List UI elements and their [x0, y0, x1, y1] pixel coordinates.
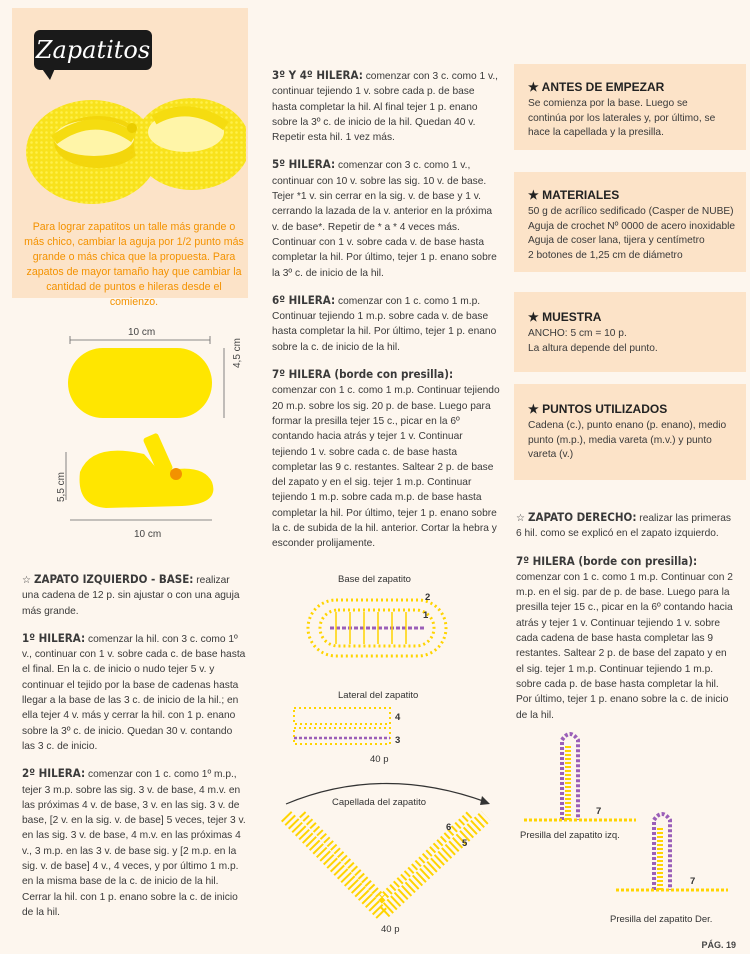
antes-text: Se comienza por la base. Luego se continúa por los laterales y, por último, se hace la capellada y la presilla.	[528, 98, 716, 138]
row2-heading: 2º HILERA:	[22, 766, 86, 781]
star-outline-icon: ☆	[22, 575, 32, 586]
row1-heading: 1º HILERA:	[22, 630, 86, 645]
muestra-line: ANCHO: 5 cm = 10 p.	[528, 328, 627, 339]
materiales-box	[514, 172, 746, 272]
base-heading: ZAPATO IZQUIERDO - BASE:	[33, 572, 194, 586]
materiales-line: 2 botones de 1,25 cm de diámetro	[528, 249, 683, 261]
materiales-line: 50 g de acrílico sedificado (Casper de NUBE)	[528, 206, 734, 217]
materiales-title: MATERIALES	[542, 188, 620, 202]
sole-shape	[68, 348, 212, 418]
shoe-width-label: 10 cm	[134, 529, 162, 540]
row1-text: comenzar la hil. con 3 c. como 1º v., continuar con 1 v. sobre cada c. de base hasta el final. En la c. de inicio o nudo tejer 5 v. y continuar el tejido por la base de cadenas hasta llegar a la base de las 3 c. de inicio de la hil.; en ella tejer 4 v. más y cerrar la hil. con 1 p. enano sobre la 3º c. de inicio. Quedan 30 v. contando las 3 c. de inicio.	[22, 633, 246, 752]
shoe-height-label: 5,5 cm	[56, 471, 67, 502]
puntos-title-row	[528, 402, 746, 416]
base-row1-label: 1	[423, 610, 429, 621]
row6-heading: 6º HILERA:	[272, 292, 336, 307]
materiales-line: Aguja de crochet Nº 0000 de acero inoxidable	[528, 220, 736, 232]
derecho-paragraph	[516, 510, 734, 542]
row34-paragraph	[272, 68, 500, 145]
row1-paragraph	[22, 631, 246, 754]
muestra-line: La altura depende del punto.	[528, 342, 658, 354]
slippers-photo	[14, 80, 246, 218]
sole-height-label: 4,5 cm	[232, 337, 243, 368]
row6-text: comenzar con 1 c. como 1 m.p. Continuar tejiendo 1 m.p. sobre cada v. de base hasta completar la hil. Por último, tejer 1 p. enano sobre la c. de inicio de la hil.	[272, 295, 497, 353]
row6-paragraph	[272, 293, 500, 355]
capellada-count-label: 40 p	[381, 924, 400, 935]
capellada-row6-label: 6	[446, 822, 452, 833]
page-title: Zapatitos	[34, 30, 152, 70]
presilla-izq-row-label: 7	[596, 806, 602, 817]
base-diagram	[290, 588, 460, 668]
presilla-izq-label: Presilla del zapatito izq.	[520, 830, 620, 841]
row7-text: comenzar con 1 c. como 1 m.p. Continuar tejiendo 20 m.p. sobre los sig. 20 p. de base. Luego para formar la presilla tejer 15 c., picar en la 6º contando hacia atrás y tejer 1 v. Continuar tejiendo 1 v. sobre cada c. de base hasta completar las 9 c. restantes. Saltear 2 p. de base del zapato y en el sig. tejer 1 m.p. Continuar tejiendo 1 m.p. sobre cada m.p. de base hasta completar la hil. Por último, tejer 1 p. enano sobre la c. de subida de la hil. anterior. Cortar la hebra y esconder prolijamente.	[272, 385, 500, 550]
star-icon: ★	[528, 402, 539, 416]
lateral-row4-label: 4	[395, 712, 401, 723]
right-row7-paragraph	[516, 554, 734, 723]
antes-title: ANTES DE EMPEZAR	[541, 80, 665, 94]
lateral-diagram	[292, 704, 392, 748]
muestra-title-row	[528, 310, 746, 324]
capellada-row5-label: 5	[462, 838, 468, 849]
base-diagram-label: Base del zapatito	[338, 574, 411, 585]
dimension-figure	[52, 322, 242, 542]
capellada-diagram-label: Capellada del zapatito	[332, 797, 427, 808]
lateral-count-label: 40 p	[370, 754, 389, 765]
derecho-heading: ZAPATO DERECHO:	[527, 510, 637, 524]
row7-paragraph	[272, 367, 500, 552]
star-icon: ★	[528, 310, 539, 324]
base-row2-label: 2	[425, 592, 431, 603]
row5-heading: 5º HILERA:	[272, 157, 336, 172]
presilla-der-row-label: 7	[690, 876, 696, 887]
right-row7-heading: 7º HILERA (borde con presilla):	[516, 553, 698, 568]
antes-title-row	[528, 80, 746, 94]
row7-heading: 7º HILERA (borde con presilla):	[272, 367, 454, 382]
row34-text: comenzar con 3 c. como 1 v., continuar tejiendo 1 v. sobre cada p. de base hasta completar la hil. Al final tejer 1 p. enano sobre la 3º c. de inicio de la hil. Quedan 40 v. Repetir esta hil. 1 vez más.	[272, 71, 498, 144]
row2-text: comenzar con 1 c. como 1º m.p., tejer 3 m.p. sobre las sig. 3 v. de base, 4 m.v. en las próximas 4 v. de base, 3 v. en las sig. 3 v. de base, [2 v. en la sig. v. de base] 5 veces, tejer 3 v. en las sig. 3 v. de base, 4 m.v. en las próximas 4 v., 3 m.p. en las 3 v. de base sig. y [2 m.p. en la sig. v. de base] 4 v., 4 veces, y por último 1 m.p. en la misma base de la c. de inicio de la hil. Cerrar la hil. con 1 p. enano sobre la c. de inicio de la hil.	[22, 769, 246, 918]
row5-text: comenzar con 3 c. como 1 v., continuar con 10 v. sobre las sig. 10 v. de base. Tejer *1 v. sin cerrar en la sig. v. de base y 1 v. cerrando la lazada de la v. anterior en la próxima v. de base*. Repetir de * a * 4 veces más. Continuar con 1 v. sobre cada v. de base hasta completar la hil. Por último, tejer 1 p. enano sobre la 3º c. de inicio de la hil.	[272, 160, 497, 279]
left-text-column	[22, 572, 246, 932]
base-text: realizar una cadena de 12 p. sin ajustar o con una aguja más grande.	[22, 575, 240, 617]
row5-paragraph	[272, 157, 500, 280]
sole-width-label: 10 cm	[128, 327, 156, 338]
page-number: PÁG. 19	[701, 940, 736, 950]
button-icon	[170, 468, 182, 480]
size-tip: Para lograr zapatitos un talle más grande o más chico, cambiar la aguja por 1/2 punto más grande o más chica que la propuesta. Para zapatos de mayor tamaño hay que cambiar la cantidad de puntos e hileras desde el comienzo.	[24, 221, 244, 308]
right-text-column	[516, 510, 734, 735]
row2-paragraph	[22, 766, 246, 920]
right-row7-text: comenzar con 1 c. como 1 m.p. Continuar con 2 m.p. en el sig. par de p. de base. Luego para la presilla tejer 15 c., picar en la 6º contando hacia atrás y tejer 1 v. Continuar tejiendo 1 v. sobre cada cadena de base hasta completar las 9 restantes. Saltear 2 p. de base del zapato y en el sig. tejer 1 m.p. Continuar tejiendo 1 m.p. sobre cada p. de base hasta completar la hil. Por último, tejer 1 p. enano sobre la c. de inicio de la hil.	[516, 571, 733, 721]
puntos-title: PUNTOS UTILIZADOS	[542, 402, 668, 416]
row34-heading: 3º Y 4º HILERA:	[272, 68, 363, 82]
star-outline-icon: ☆	[516, 513, 526, 524]
muestra-box	[514, 292, 746, 372]
presilla-diagrams	[518, 728, 748, 918]
derecho-text: realizar las primeras 6 hil. como se explicó en el zapato izquierdo.	[516, 513, 732, 540]
base-paragraph	[22, 572, 246, 619]
middle-text-column	[272, 68, 500, 564]
puntos-box	[514, 384, 746, 480]
star-icon: ★	[528, 188, 539, 202]
materiales-title-row	[528, 188, 746, 202]
lateral-diagram-label: Lateral del zapatito	[338, 690, 419, 701]
lateral-row3-label: 3	[395, 735, 401, 746]
title-speech-tail	[40, 66, 56, 80]
star-icon: ★	[528, 80, 539, 94]
puntos-text: Cadena (c.), punto enano (p. enano), medio punto (m.p.), media vareta (m.v.) y punto vareta (v.)	[528, 420, 727, 460]
shoe-side-shape	[80, 451, 214, 508]
materiales-line: Aguja de coser lana, tijera y centímetro	[528, 235, 705, 246]
antes-box	[514, 64, 746, 150]
presilla-der-label: Presilla del zapatito Der.	[610, 914, 713, 925]
muestra-title: MUESTRA	[542, 310, 602, 324]
